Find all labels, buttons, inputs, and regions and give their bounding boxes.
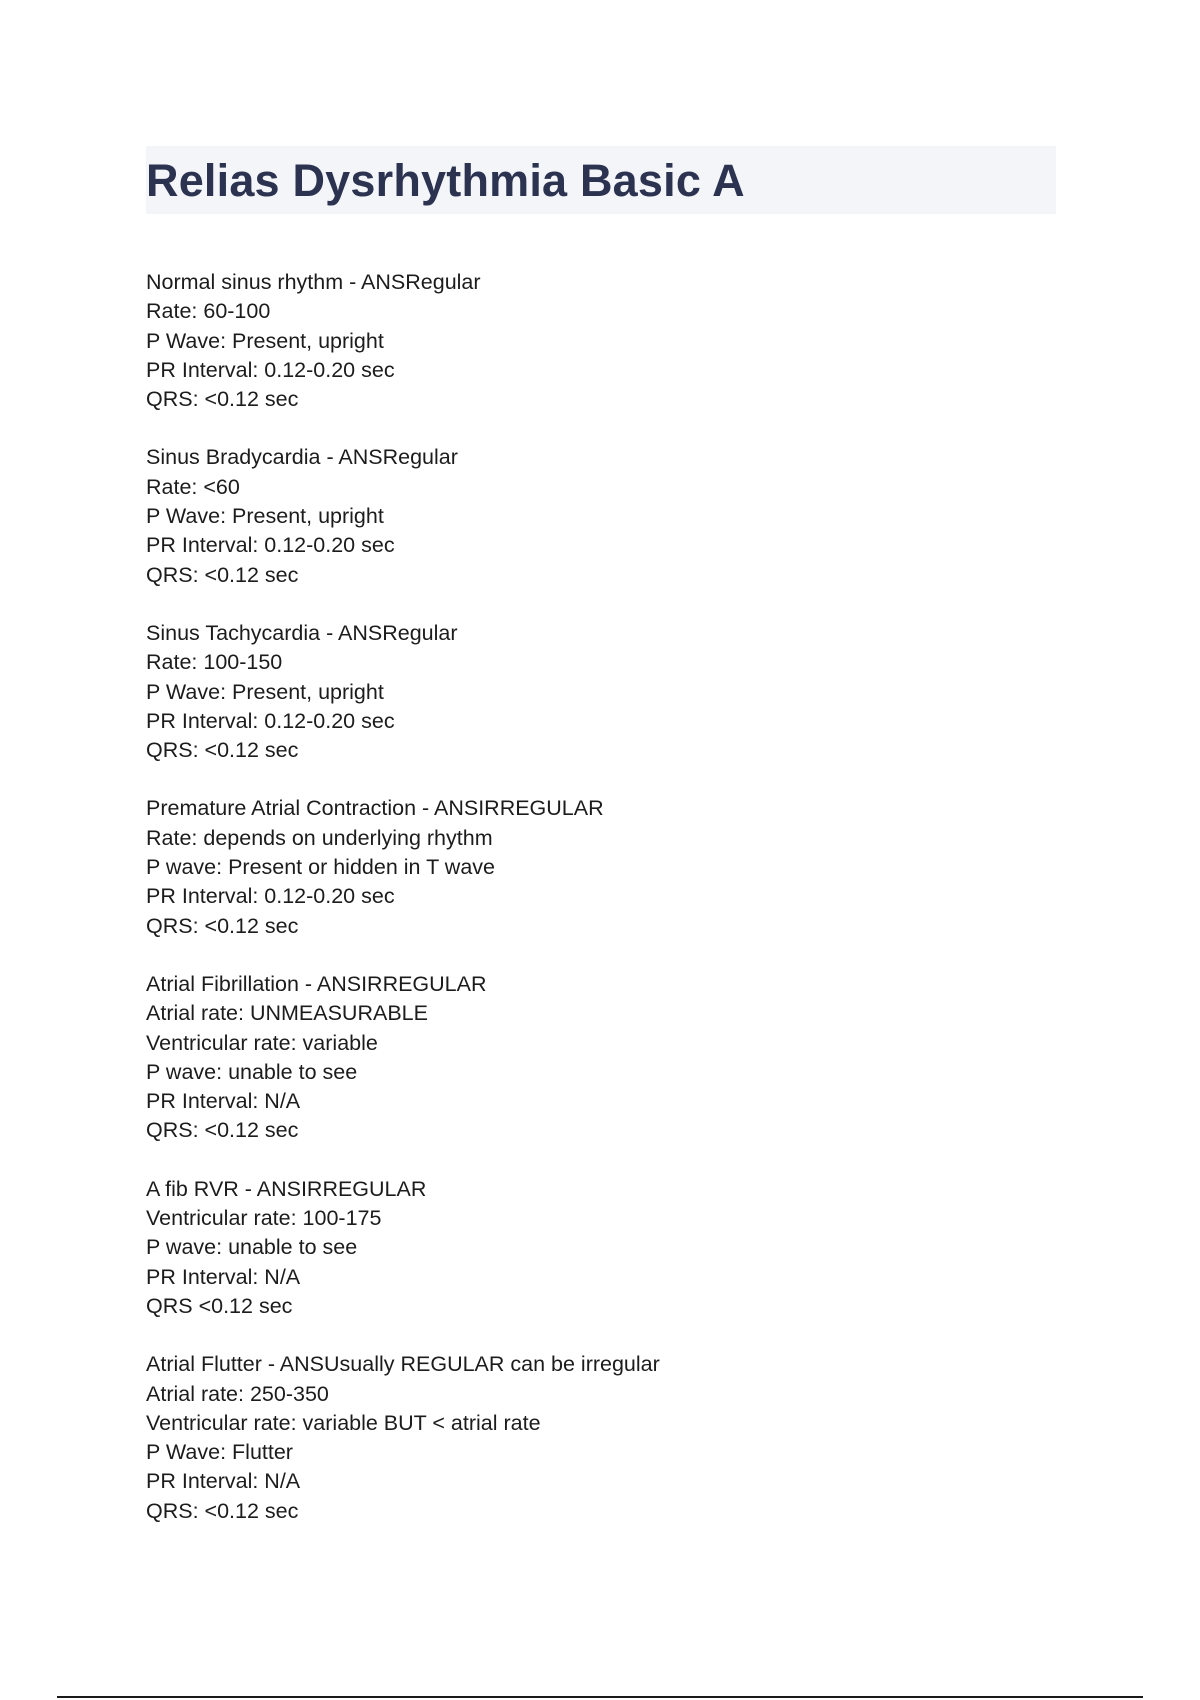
entry-line: Rate: 60-100	[146, 299, 271, 324]
rhythm-entry-atrial-flutter	[146, 1350, 1046, 1526]
entry-line: QRS: <0.12 sec	[146, 1118, 299, 1143]
rhythm-entry-sinus-tachycardia	[146, 619, 1046, 765]
entry-line: QRS: <0.12 sec	[146, 1498, 299, 1523]
entry-heading: Sinus Bradycardia - ANSRegular	[146, 445, 458, 470]
entry-line: P Wave: Present, upright	[146, 504, 384, 529]
rhythm-entry-premature-atrial-contraction	[146, 794, 1046, 940]
document-title: Relias Dysrhythmia Basic A	[146, 154, 745, 206]
entry-line: QRS: <0.12 sec	[146, 387, 299, 412]
entry-line: P wave: unable to see	[146, 1235, 358, 1260]
rhythm-entry-afib-rvr	[146, 1175, 1046, 1321]
entry-line: PR Interval: 0.12-0.20 sec	[146, 533, 395, 558]
entry-line: P wave: Present or hidden in T wave	[146, 855, 495, 880]
entry-line: Rate: 100-150	[146, 650, 283, 675]
entry-heading: Sinus Tachycardia - ANSRegular	[146, 620, 458, 645]
entry-line: Atrial rate: 250-350	[146, 1381, 329, 1406]
entry-line: P wave: unable to see	[146, 1059, 358, 1084]
entry-line: P Wave: Present, upright	[146, 328, 384, 353]
entry-line: Ventricular rate: variable BUT < atrial rate	[146, 1410, 541, 1435]
entry-heading: A fib RVR - ANSIRREGULAR	[146, 1176, 427, 1201]
entry-heading: Normal sinus rhythm - ANSRegular	[146, 270, 481, 294]
entry-line: QRS: <0.12 sec	[146, 913, 299, 938]
entry-line: PR Interval: N/A	[146, 1469, 301, 1494]
title-banner	[146, 146, 1056, 214]
entry-line: Ventricular rate: 100-175	[146, 1206, 382, 1231]
flashcard-list	[146, 268, 1046, 1555]
entry-line: PR Interval: 0.12-0.20 sec	[146, 357, 395, 382]
rhythm-entry-sinus-bradycardia	[146, 443, 1046, 589]
entry-line: Rate: <60	[146, 474, 240, 499]
entry-line: QRS <0.12 sec	[146, 1293, 293, 1318]
rhythm-entry-normal-sinus	[146, 268, 1046, 414]
entry-line: PR Interval: N/A	[146, 1089, 301, 1114]
entry-line: Rate: depends on underlying rhythm	[146, 825, 493, 850]
entry-line: Ventricular rate: variable	[146, 1030, 378, 1055]
entry-line: P Wave: Present, upright	[146, 679, 384, 704]
entry-line: PR Interval: N/A	[146, 1264, 301, 1289]
entry-line: QRS: <0.12 sec	[146, 738, 299, 763]
entry-line: Atrial rate: UNMEASURABLE	[146, 1001, 428, 1026]
entry-line: PR Interval: 0.12-0.20 sec	[146, 884, 395, 909]
entry-heading: Atrial Flutter - ANSUsually REGULAR can be irregular	[146, 1352, 660, 1377]
footer-divider	[57, 1696, 1143, 1698]
entry-heading: Premature Atrial Contraction - ANSIRREGULAR	[146, 796, 604, 821]
rhythm-entry-atrial-fibrillation	[146, 970, 1046, 1146]
entry-heading: Atrial Fibrillation - ANSIRREGULAR	[146, 971, 487, 996]
entry-line: PR Interval: 0.12-0.20 sec	[146, 708, 395, 733]
entry-line: QRS: <0.12 sec	[146, 562, 299, 587]
entry-line: P Wave: Flutter	[146, 1440, 293, 1465]
